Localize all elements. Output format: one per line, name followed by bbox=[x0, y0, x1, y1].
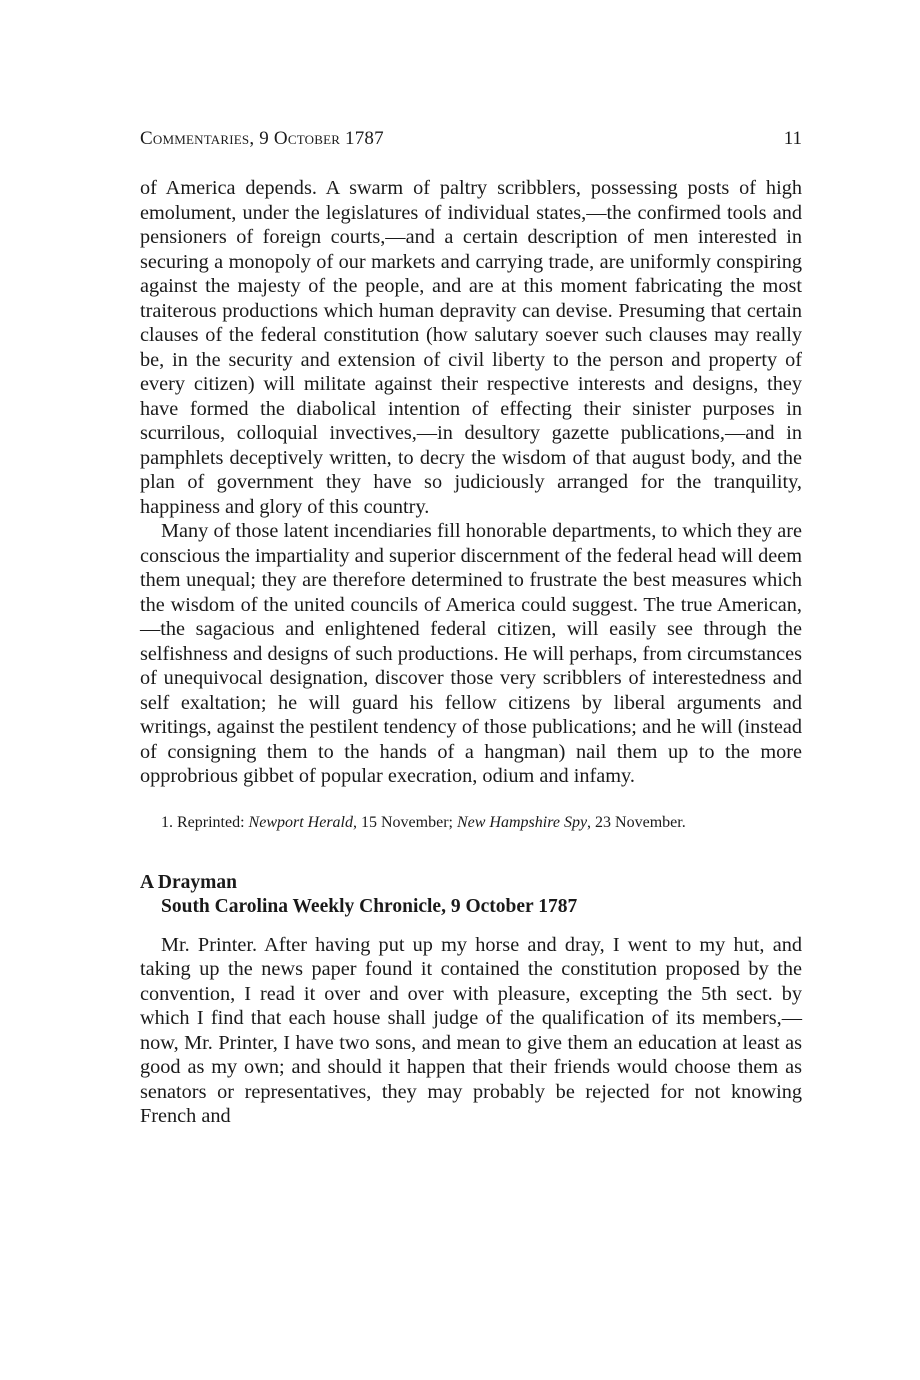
footnote-source-new-hampshire-spy: New Hampshire Spy bbox=[456, 813, 588, 831]
section-heading bbox=[140, 871, 802, 920]
section-paragraph: Mr. Printer. After having put up my horse and dray, I went to my hut, and taking up the news paper found it contained the constitution proposed by the convention, I read it over and over with pleasure, excepting the 5th sect. by which I find that each house shall judge of the qualification of its members,—now, Mr. Printer, I have two sons, and mean to give them an education at least as good as my own; and should it happen that their friends would choose them as senators or representatives, they may probably be rejected for not knowing French and bbox=[140, 933, 802, 1127]
footnote-date-1: , 15 November; bbox=[353, 813, 457, 831]
document-page bbox=[140, 126, 802, 1129]
continuation-text bbox=[140, 176, 802, 789]
paragraph-continued: of America depends. A swarm of paltry scribblers, possessing posts of high emolument, under the legislatures of individual states,—the confirmed tools and pensioners of foreign courts,—and a certain description of men interested in securing a monopoly of our markets and carrying trade, are uniformly conspiring against the majesty of the people, and are at this moment fabricating the most traiterous productions which human depravity can devise. Presuming that certain clauses of the federal constitution (how salutary soever such clauses may really be, in the security and extension of civil liberty to the person and property of every citizen) will militate against their respective interests and designs, they have formed the diabolical intention of effecting their sinister purposes in scurrilous, colloquial invectives,—in desultory gazette publications,—and in pamphlets deceptively written, to decry the wisdom of that august body, and the plan of government they have so judiciously arranged for the tranquility, happiness and glory of this country. bbox=[140, 177, 802, 518]
paragraph: Many of those latent incendiaries fill honorable departments, to which they are conscious the impartiality and superior discernment of the federal head will deem them unequal; they are therefore determined to frustrate the best measures which the wisdom of the united councils of America could suggest. The true American,—the sagacious and enlightened federal citizen, will easily see through the selfishness and designs of such productions. He will perhaps, from circumstances of unequivocal designation, discover those very scribblers of interestedness and self exaltation; he will guard his fellow citizens by liberal arguments and writings, against the pestilent tendency of those publications; and he will (instead of consigning them to the hands of a hangman) nail them up to the more opprobrious gibbet of popular execration, odium and infamy. bbox=[140, 520, 802, 787]
running-title: Commentaries, 9 October 1787 bbox=[140, 128, 384, 149]
footnote bbox=[161, 813, 802, 833]
footnote-date-2: , 23 November. bbox=[587, 813, 686, 831]
page-number: 11 bbox=[783, 128, 802, 149]
footnote-source-newport-herald: Newport Herald bbox=[248, 813, 353, 831]
section-source-line: South Carolina Weekly Chronicle, 9 October 1787 bbox=[161, 896, 578, 917]
section-author: A Drayman bbox=[140, 871, 237, 893]
footnote-prefix: 1. Reprinted: bbox=[161, 813, 249, 831]
section-text bbox=[140, 933, 802, 1129]
running-head bbox=[140, 126, 802, 152]
